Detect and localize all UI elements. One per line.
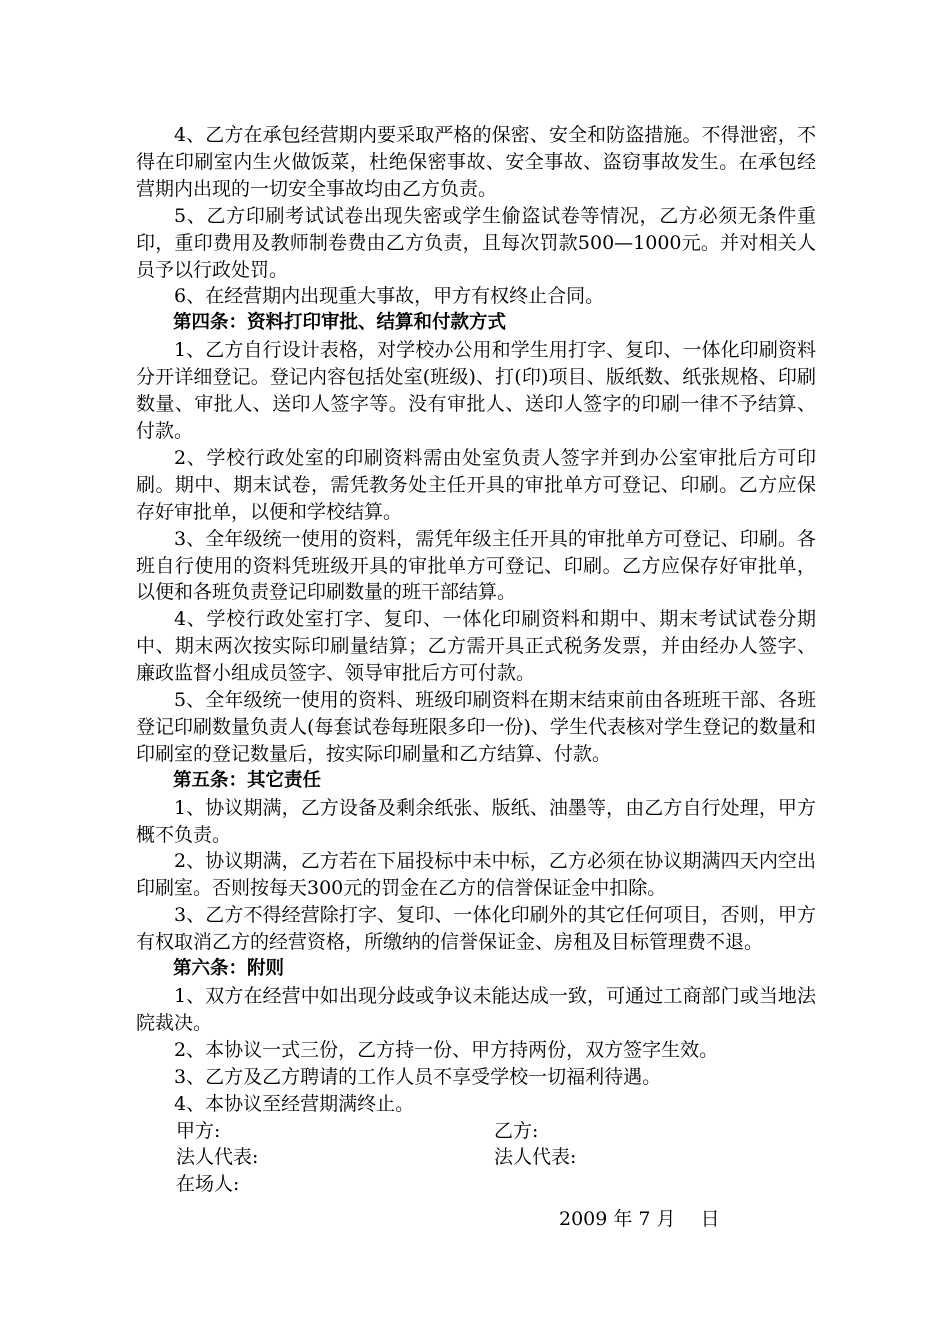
signature-row-witness bbox=[136, 1171, 816, 1198]
signature-row-party bbox=[136, 1118, 816, 1145]
clause-paragraph: 6、在经营期内出现重大事故，甲方有权终止合同。 bbox=[174, 285, 605, 308]
clause-paragraph: 1、乙方自行设计表格，对学校办公用和学生用打字、复印、一体化印刷资料分开详细登记。登记内容包括处室(班级)、打(印)项目、版纸数、纸张规格、印刷数量、审批人、送印人签字等。没有审批人、送印人签字的印刷一律不予结算、付款。 bbox=[136, 339, 816, 442]
clause-paragraph: 5、乙方印刷考试试卷出现失密或学生偷盗试卷等情况，乙方必须无条件重印，重印费用及教师制卷费由乙方负责，且每次罚款500—1000元。并对相关人员予以行政处罚。 bbox=[136, 204, 816, 281]
clause-paragraph: 3、乙方不得经营除打字、复印、一体化印刷外的其它任何项目，否则，甲方有权取消乙方的经营资格，所缴纳的信誉保证金、房租及目标管理费不退。 bbox=[136, 904, 816, 954]
party-b-label: 乙方: bbox=[494, 1119, 539, 1142]
party-b-representative-label: 法人代表: bbox=[494, 1146, 577, 1169]
clause-paragraph: 4、乙方在承包经营期内要采取严格的保密、安全和防盗措施。不得泄密，不得在印刷室内生火做饭菜，杜绝保密事故、安全事故、盗窃事故发生。在承包经营期内出现的一切安全事故均由乙方负责。 bbox=[136, 124, 816, 200]
clause-paragraph: 4、学校行政处室打字、复印、一体化印刷资料和期中、期末考试试卷分期中、期末两次按实际印刷量结算；乙方需开具正式税务发票，并由经办人签字、廉政监督小组成员签字、领导审批后方可付款。 bbox=[136, 608, 816, 685]
section-heading: 第四条：资料打印审批、结算和付款方式 bbox=[173, 312, 507, 334]
clause-paragraph: 2、学校行政处室的印刷资料需由处室负责人签字并到办公室审批后方可印刷。期中、期末试卷，需凭教务处主任开具的审批单方可登记、印刷。乙方应保存好审批单，以便和学校结算。 bbox=[136, 446, 816, 523]
clause-paragraph: 1、协议期满，乙方设备及剩余纸张、版纸、油墨等，由乙方自行处理，甲方概不负责。 bbox=[136, 796, 816, 846]
clause-paragraph: 4、本协议至经营期满终止。 bbox=[174, 1092, 415, 1115]
section-heading: 第六条：附则 bbox=[173, 958, 285, 980]
witness-label: 在场人: bbox=[176, 1173, 240, 1196]
clause-paragraph: 3、乙方及乙方聘请的工作人员不享受学校一切福利待遇。 bbox=[174, 1065, 662, 1088]
signature-row-date bbox=[136, 1206, 816, 1233]
document-page bbox=[136, 122, 816, 1233]
section-heading: 第五条：其它责任 bbox=[173, 769, 322, 791]
signature-row-representative bbox=[136, 1144, 816, 1171]
party-a-representative-label: 法人代表: bbox=[176, 1146, 259, 1169]
clause-paragraph: 2、协议期满，乙方若在下届投标中未中标，乙方必须在协议期满四天内空出印刷室。否则按每天300元的罚金在乙方的信誉保证金中扣除。 bbox=[136, 850, 816, 900]
signing-date: 2009 年 7 月 日 bbox=[559, 1208, 720, 1231]
contract-body bbox=[136, 122, 816, 1118]
clause-paragraph: 2、本协议一式三份，乙方持一份、甲方持两份，双方签字生效。 bbox=[174, 1038, 719, 1061]
party-a-label: 甲方: bbox=[176, 1119, 221, 1142]
clause-paragraph: 3、全年级统一使用的资料，需凭年级主任开具的审批单方可登记、印刷。各班自行使用的资料凭班级开具的审批单方可登记、印刷。乙方应保存好审批单，以便和各班负责登记印刷数量的班干部结算。 bbox=[136, 527, 816, 604]
clause-paragraph: 5、全年级统一使用的资料、班级印刷资料在期末结束前由各班班干部、各班登记印刷数量负责人(每套试卷每班限多印一份)、学生代表核对学生登记的数量和印刷室的登记数量后，按实际印刷量和乙方结算、付款。 bbox=[136, 689, 816, 765]
clause-paragraph: 1、双方在经营中如出现分歧或争议未能达成一致，可通过工商部门或当地法院裁决。 bbox=[136, 985, 816, 1034]
